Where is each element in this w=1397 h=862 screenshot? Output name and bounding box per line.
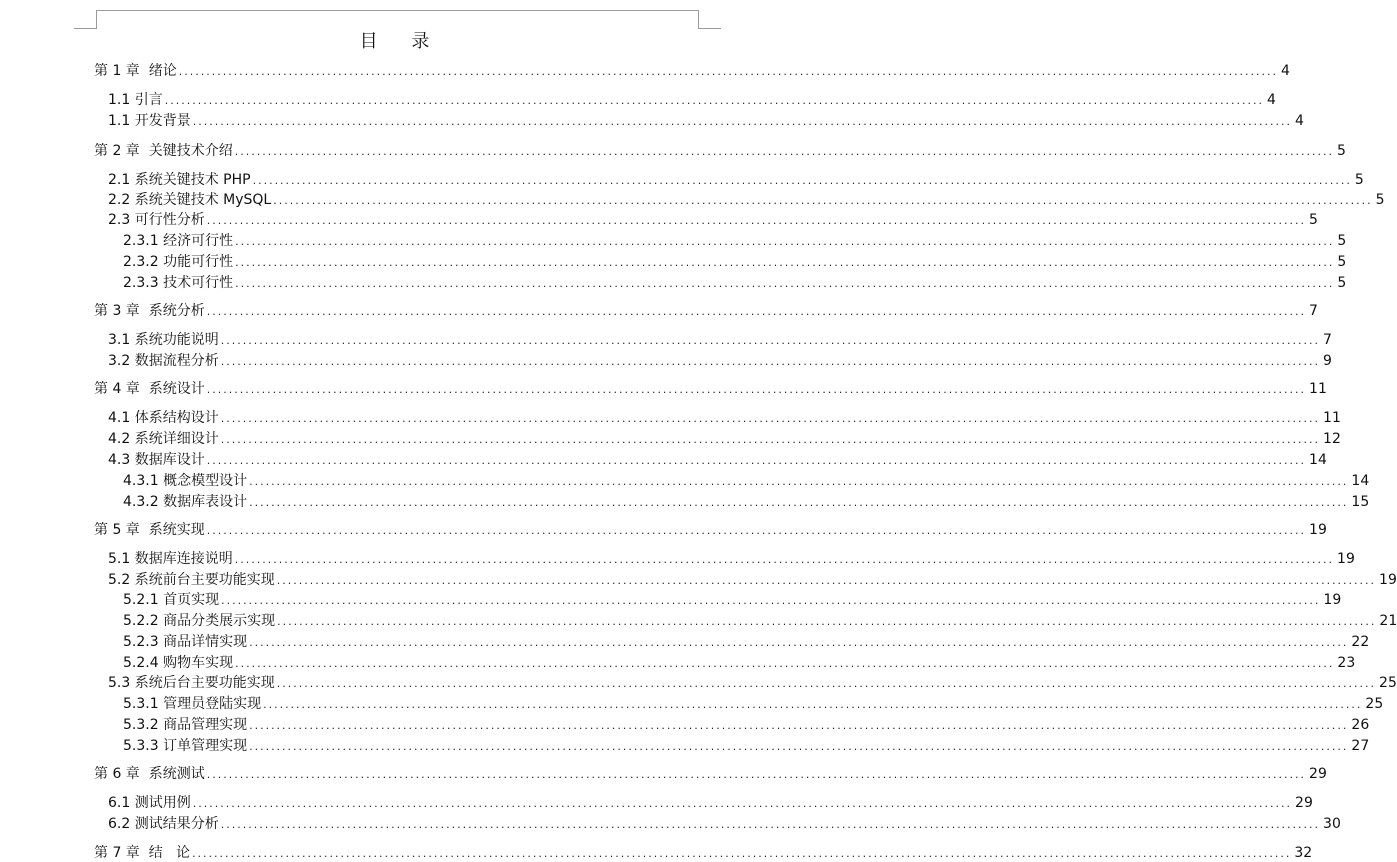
toc-chapter-entry[interactable]	[94, 378, 1327, 398]
toc-section-entry[interactable]	[123, 589, 1342, 609]
toc-page-number: 25	[1379, 675, 1397, 691]
toc-page-number: 11	[1323, 410, 1341, 426]
toc-section-entry[interactable]	[108, 407, 1341, 427]
toc-page-number: 7	[1323, 332, 1332, 348]
toc-entry-label: 4.3.1 概念模型设计	[123, 473, 248, 489]
toc-dot-leader: ........................................................................................................................................................................................................	[235, 235, 1335, 248]
toc-entry-label: 5.3.3 订单管理实现	[123, 738, 248, 754]
toc-dot-leader: ........................................................................................................................................................................................................	[221, 594, 1321, 607]
toc-page-number: 19	[1337, 551, 1355, 567]
toc-section-entry[interactable]	[108, 350, 1332, 370]
toc-dot-leader: ........................................................................................................................................................................................................	[206, 305, 1307, 318]
toc-entry-label: 2.1 系统关键技术 PHP	[108, 172, 251, 188]
toc-page-number: 21	[1379, 613, 1397, 629]
toc-section-entry[interactable]	[123, 251, 1347, 271]
toc-chapter-entry[interactable]	[94, 300, 1318, 320]
toc-dot-leader: ........................................................................................................................................................................................................	[178, 65, 1279, 78]
toc-section-entry[interactable]	[108, 329, 1332, 349]
toc-dot-leader: ........................................................................................................................................................................................................	[276, 574, 1377, 587]
toc-entry-label: 5.2.4 购物车实现	[123, 655, 234, 671]
toc-dot-leader: ........................................................................................................................................................................................................	[220, 818, 1321, 831]
toc-dot-leader: ........................................................................................................................................................................................................	[249, 636, 1349, 649]
toc-entry-label: 5.2.1 首页实现	[123, 592, 220, 608]
toc-section-entry[interactable]	[108, 169, 1364, 189]
toc-entry-label: 3.2 数据流程分析	[108, 353, 219, 369]
toc-entry-label: 第 6 章 系统测试	[94, 766, 205, 782]
toc-page-number: 5	[1337, 233, 1347, 249]
toc-section-entry[interactable]	[108, 548, 1355, 568]
toc-section-entry[interactable]	[108, 449, 1327, 469]
toc-dot-leader: ........................................................................................................................................................................................................	[249, 740, 1349, 753]
toc-entry-label: 4.3.2 数据库表设计	[123, 494, 248, 510]
toc-title: 目 录	[359, 31, 444, 52]
toc-entry-label: 2.3.1 经济可行性	[123, 233, 234, 249]
toc-section-entry[interactable]	[123, 610, 1397, 630]
toc-section-entry[interactable]	[123, 631, 1370, 651]
toc-dot-leader: ........................................................................................................................................................................................................	[206, 214, 1307, 227]
toc-dot-leader: ........................................................................................................................................................................................................	[220, 412, 1321, 425]
toc-page-number: 5	[1337, 254, 1347, 270]
toc-chapter-entry[interactable]	[94, 140, 1346, 160]
toc-dot-leader: ........................................................................................................................................................................................................	[234, 553, 1335, 566]
toc-dot-leader: ........................................................................................................................................................................................................	[220, 433, 1321, 446]
toc-dot-leader: ........................................................................................................................................................................................................	[276, 677, 1377, 690]
toc-entry-label: 5.1 数据库连接说明	[108, 551, 233, 567]
toc-section-entry[interactable]	[123, 230, 1347, 250]
toc-section-entry[interactable]	[123, 693, 1384, 713]
toc-page-number: 19	[1323, 592, 1342, 608]
toc-section-entry[interactable]	[108, 672, 1397, 692]
toc-entry-label: 第 3 章 系统分析	[94, 303, 205, 319]
toc-entry-label: 2.2 系统关键技术 MySQL	[108, 192, 272, 208]
toc-page-number: 14	[1351, 473, 1370, 489]
toc-page-number: 5	[1337, 275, 1347, 291]
toc-page-number: 15	[1351, 494, 1370, 510]
toc-dot-leader: ........................................................................................................................................................................................................	[206, 383, 1307, 396]
toc-entry-label: 第 1 章 绪论	[94, 63, 177, 79]
toc-dot-leader: ........................................................................................................................................................................................................	[249, 475, 1349, 488]
toc-dot-leader: ........................................................................................................................................................................................................	[249, 496, 1349, 509]
toc-dot-leader: ........................................................................................................................................................................................................	[234, 145, 1335, 158]
toc-entry-label: 第 5 章 系统实现	[94, 522, 205, 538]
toc-entry-label: 5.2.2 商品分类展示实现	[123, 613, 276, 629]
toc-dot-leader: ........................................................................................................................................................................................................	[235, 256, 1335, 269]
toc-entry-label: 5.2.3 商品详情实现	[123, 634, 248, 650]
toc-section-entry[interactable]	[108, 569, 1397, 589]
toc-entry-label: 第 7 章 结 论	[94, 845, 191, 861]
toc-entry-label: 1.1 引言	[108, 92, 163, 108]
toc-page-number: 14	[1309, 452, 1327, 468]
toc-entry-label: 4.3 数据库设计	[108, 452, 205, 468]
toc-page-number: 19	[1379, 572, 1397, 588]
toc-chapter-entry[interactable]	[94, 60, 1290, 80]
toc-page-number: 29	[1309, 766, 1327, 782]
toc-entry-label: 6.2 测试结果分析	[108, 816, 219, 832]
toc-page-number: 4	[1281, 63, 1290, 79]
toc-dot-leader: ........................................................................................................................................................................................................	[220, 334, 1321, 347]
toc-section-entry[interactable]	[123, 652, 1356, 672]
toc-page-number: 9	[1323, 353, 1332, 369]
toc-page-number: 27	[1351, 738, 1370, 754]
toc-entry-label: 2.3 可行性分析	[108, 212, 205, 228]
toc-entry-label: 4.2 系统详细设计	[108, 431, 219, 447]
toc-dot-leader: ........................................................................................................................................................................................................	[206, 524, 1307, 537]
toc-dot-leader: ........................................................................................................................................................................................................	[273, 194, 1373, 207]
toc-section-entry[interactable]	[123, 491, 1370, 511]
toc-entry-label: 2.3.3 技术可行性	[123, 275, 234, 291]
toc-section-entry[interactable]	[108, 189, 1385, 209]
toc-page-number: 22	[1351, 634, 1370, 650]
toc-dot-leader: ........................................................................................................................................................................................................	[206, 768, 1307, 781]
toc-page-number: 5	[1337, 143, 1346, 159]
toc-entry-label: 第 4 章 系统设计	[94, 381, 205, 397]
toc-dot-leader: ........................................................................................................................................................................................................	[235, 277, 1335, 290]
toc-section-entry[interactable]	[108, 209, 1318, 229]
toc-entry-label: 5.3.2 商品管理实现	[123, 717, 248, 733]
toc-entry-label: 5.3 系统后台主要功能实现	[108, 675, 275, 691]
toc-page-number: 4	[1295, 113, 1304, 129]
toc-entry-label: 6.1 测试用例	[108, 795, 191, 811]
toc-chapter-entry[interactable]	[94, 842, 1313, 862]
toc-entry-label: 5.2 系统前台主要功能实现	[108, 572, 275, 588]
toc-dot-leader: ........................................................................................................................................................................................................	[206, 454, 1307, 467]
toc-page-number: 25	[1365, 696, 1384, 712]
toc-entry-label: 3.1 系统功能说明	[108, 332, 219, 348]
toc-entry-label: 1.1 开发背景	[108, 113, 191, 129]
toc-page-number: 30	[1323, 816, 1341, 832]
toc-dot-leader: ........................................................................................................................................................................................................	[249, 719, 1349, 732]
toc-section-entry[interactable]	[108, 792, 1313, 812]
toc-dot-leader: ........................................................................................................................................................................................................	[192, 847, 1292, 860]
toc-dot-leader: ........................................................................................................................................................................................................	[192, 115, 1293, 128]
toc-dot-leader: ........................................................................................................................................................................................................	[235, 657, 1335, 670]
toc-page-number: 29	[1295, 795, 1313, 811]
toc-dot-leader: ........................................................................................................................................................................................................	[192, 797, 1293, 810]
toc-section-entry[interactable]	[123, 272, 1347, 292]
toc-entry-label: 第 2 章 关键技术介绍	[94, 143, 233, 159]
toc-page-number: 23	[1337, 655, 1356, 671]
toc-page-number: 19	[1309, 522, 1327, 538]
toc-dot-leader: ........................................................................................................................................................................................................	[263, 698, 1363, 711]
toc-page-number: 32	[1294, 845, 1313, 861]
toc-section-entry[interactable]	[108, 428, 1341, 448]
toc-dot-leader: ........................................................................................................................................................................................................	[277, 615, 1377, 628]
toc-section-entry[interactable]	[123, 714, 1370, 734]
toc-dot-leader: ........................................................................................................................................................................................................	[252, 174, 1352, 187]
toc-section-entry[interactable]	[108, 110, 1304, 130]
toc-entry-label: 2.3.2 功能可行性	[123, 254, 234, 270]
toc-page-number: 7	[1309, 303, 1318, 319]
toc-entry-label: 5.3.1 管理员登陆实现	[123, 696, 262, 712]
toc-page-number: 11	[1309, 381, 1327, 397]
toc-page-number: 12	[1323, 431, 1341, 447]
toc-page-number: 5	[1375, 192, 1385, 208]
toc-chapter-entry[interactable]	[94, 763, 1327, 783]
toc-dot-leader: ........................................................................................................................................................................................................	[164, 94, 1265, 107]
toc-page-number: 4	[1267, 92, 1276, 108]
toc-chapter-entry[interactable]	[94, 519, 1327, 539]
toc-page-number: 5	[1309, 212, 1318, 228]
toc-page-number: 5	[1354, 172, 1364, 188]
toc-section-entry[interactable]	[123, 735, 1370, 755]
toc-entry-label: 4.1 体系结构设计	[108, 410, 219, 426]
toc-section-entry[interactable]	[123, 470, 1370, 490]
toc-section-entry[interactable]	[108, 813, 1341, 833]
toc-dot-leader: ........................................................................................................................................................................................................	[220, 355, 1321, 368]
toc-page-number: 26	[1351, 717, 1370, 733]
toc-section-entry[interactable]	[108, 89, 1276, 109]
